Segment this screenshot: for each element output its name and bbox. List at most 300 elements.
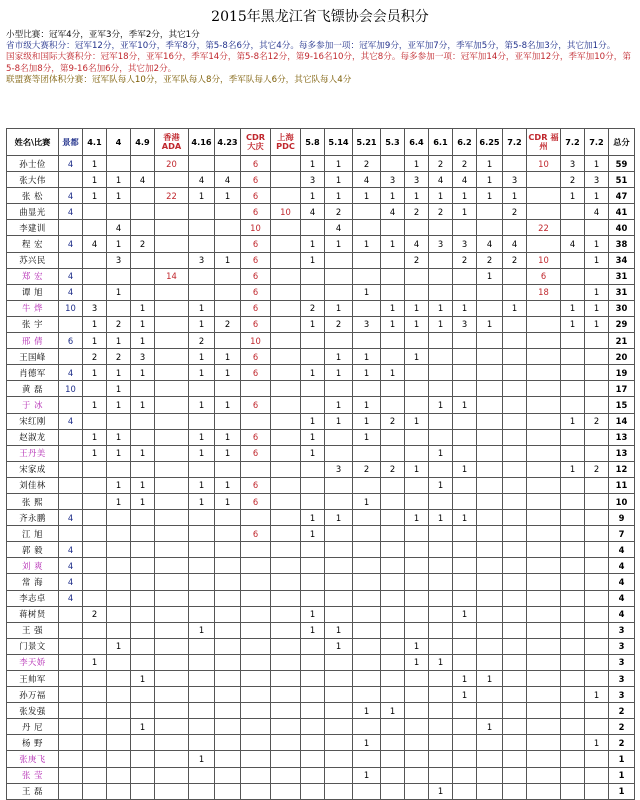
score-cell — [527, 316, 561, 332]
score-cell — [131, 558, 155, 574]
score-cell — [429, 558, 453, 574]
score-cell — [155, 381, 189, 397]
score-cell — [325, 284, 353, 300]
score-cell — [301, 333, 325, 349]
score-cell — [429, 574, 453, 590]
score-cell — [325, 735, 353, 751]
score-cell — [561, 510, 585, 526]
column-header: 4.16 — [189, 129, 215, 156]
member-name: 门景文 — [7, 638, 59, 654]
score-cell — [527, 429, 561, 445]
score-cell — [241, 574, 271, 590]
score-cell — [477, 767, 503, 783]
score-cell — [325, 558, 353, 574]
score-cell — [561, 220, 585, 236]
score-cell — [271, 365, 301, 381]
score-cell — [301, 477, 325, 493]
member-name: 丹 尼 — [7, 719, 59, 735]
score-cell: 2 — [585, 461, 609, 477]
score-cell — [527, 300, 561, 316]
score-cell — [381, 429, 405, 445]
score-cell — [131, 156, 155, 172]
score-cell — [325, 590, 353, 606]
score-cell: 6 — [527, 268, 561, 284]
score-cell — [189, 413, 215, 429]
score-cell — [405, 558, 429, 574]
score-cell: 1 — [325, 236, 353, 252]
score-cell: 4 — [453, 172, 477, 188]
score-cell: 1 — [107, 477, 131, 493]
score-cell — [271, 751, 301, 767]
score-cell — [585, 574, 609, 590]
score-cell — [353, 574, 381, 590]
score-cell — [271, 493, 301, 509]
score-cell — [301, 381, 325, 397]
score-cell — [83, 220, 107, 236]
member-name: 王丹美 — [7, 445, 59, 461]
score-cell — [353, 510, 381, 526]
score-cell — [215, 381, 241, 397]
score-cell: 6 — [241, 300, 271, 316]
member-name: 王国峰 — [7, 349, 59, 365]
score-cell — [107, 526, 131, 542]
score-cell — [429, 284, 453, 300]
score-cell — [381, 333, 405, 349]
score-cell — [325, 606, 353, 622]
score-cell — [527, 671, 561, 687]
column-header: 景都 — [59, 129, 83, 156]
score-cell — [59, 606, 83, 622]
score-cell: 6 — [241, 429, 271, 445]
score-cell: 4 — [325, 220, 353, 236]
table-row — [7, 220, 635, 236]
score-cell — [585, 767, 609, 783]
score-cell: 1 — [107, 381, 131, 397]
score-cell — [353, 783, 381, 799]
score-cell: 1 — [561, 188, 585, 204]
member-name: 孙士俭 — [7, 156, 59, 172]
score-cell — [301, 671, 325, 687]
score-cell: 1 — [453, 300, 477, 316]
score-cell — [503, 365, 527, 381]
score-cell — [585, 220, 609, 236]
score-cell — [405, 284, 429, 300]
score-cell: 1 — [189, 188, 215, 204]
score-cell — [271, 654, 301, 670]
score-cell — [155, 751, 189, 767]
score-cell — [301, 397, 325, 413]
score-cell — [527, 333, 561, 349]
score-cell — [453, 365, 477, 381]
total-score: 10 — [609, 493, 635, 509]
score-cell: 1 — [325, 188, 353, 204]
member-name: 牛 烨 — [7, 300, 59, 316]
score-cell — [561, 493, 585, 509]
score-cell: 1 — [131, 316, 155, 332]
score-cell — [131, 188, 155, 204]
score-cell — [527, 574, 561, 590]
score-cell — [271, 638, 301, 654]
score-cell — [271, 735, 301, 751]
score-cell: 1 — [325, 413, 353, 429]
score-cell — [453, 526, 477, 542]
score-cell — [155, 510, 189, 526]
score-cell — [561, 252, 585, 268]
score-cell — [405, 429, 429, 445]
score-cell: 1 — [561, 461, 585, 477]
member-name: 蒋树贤 — [7, 606, 59, 622]
total-score: 47 — [609, 188, 635, 204]
score-cell — [527, 381, 561, 397]
score-cell — [405, 220, 429, 236]
score-cell — [83, 558, 107, 574]
score-cell — [405, 477, 429, 493]
total-score: 3 — [609, 687, 635, 703]
score-cell — [381, 349, 405, 365]
score-cell — [561, 204, 585, 220]
score-cell — [83, 461, 107, 477]
score-cell: 1 — [353, 735, 381, 751]
score-cell — [585, 477, 609, 493]
score-cell — [271, 687, 301, 703]
score-cell — [405, 687, 429, 703]
score-cell — [353, 622, 381, 638]
score-cell: 1 — [301, 316, 325, 332]
score-cell — [189, 558, 215, 574]
score-cell — [527, 783, 561, 799]
total-score: 15 — [609, 397, 635, 413]
score-cell — [561, 638, 585, 654]
member-name: 宋家成 — [7, 461, 59, 477]
score-cell: 20 — [155, 156, 189, 172]
score-cell — [241, 735, 271, 751]
total-score: 3 — [609, 654, 635, 670]
score-cell — [503, 751, 527, 767]
score-cell: 6 — [241, 316, 271, 332]
score-cell — [59, 671, 83, 687]
score-cell — [503, 381, 527, 397]
score-cell: 1 — [429, 510, 453, 526]
score-cell: 3 — [325, 461, 353, 477]
score-cell — [527, 606, 561, 622]
score-cell — [453, 477, 477, 493]
score-cell: 1 — [189, 365, 215, 381]
score-cell — [155, 172, 189, 188]
score-cell: 1 — [325, 638, 353, 654]
score-cell — [301, 574, 325, 590]
score-cell — [503, 316, 527, 332]
total-score: 2 — [609, 719, 635, 735]
score-cell: 1 — [189, 316, 215, 332]
score-cell — [215, 204, 241, 220]
score-cell — [527, 590, 561, 606]
score-cell: 1 — [107, 397, 131, 413]
score-cell — [59, 252, 83, 268]
score-cell — [83, 413, 107, 429]
score-cell — [405, 767, 429, 783]
score-cell — [189, 590, 215, 606]
column-header: 5.8 — [301, 129, 325, 156]
score-cell — [527, 558, 561, 574]
score-cell: 1 — [83, 188, 107, 204]
score-cell — [131, 381, 155, 397]
score-cell — [155, 719, 189, 735]
score-cell: 4 — [59, 510, 83, 526]
score-cell: 6 — [241, 365, 271, 381]
score-cell — [131, 687, 155, 703]
member-name: 宋红刚 — [7, 413, 59, 429]
score-cell: 4 — [477, 236, 503, 252]
score-cell: 1 — [189, 429, 215, 445]
score-cell — [503, 156, 527, 172]
score-cell — [107, 783, 131, 799]
score-cell: 1 — [353, 365, 381, 381]
score-cell — [301, 751, 325, 767]
score-cell — [561, 397, 585, 413]
column-header: 姓名\比赛 — [7, 129, 59, 156]
score-cell — [527, 510, 561, 526]
score-cell — [353, 333, 381, 349]
score-cell: 1 — [189, 493, 215, 509]
score-cell: 1 — [83, 445, 107, 461]
score-cell — [83, 735, 107, 751]
score-cell: 1 — [405, 156, 429, 172]
score-cell — [561, 606, 585, 622]
table-row — [7, 268, 635, 284]
score-cell — [215, 461, 241, 477]
score-cell: 6 — [241, 445, 271, 461]
score-cell — [325, 574, 353, 590]
score-cell — [561, 268, 585, 284]
score-cell — [271, 574, 301, 590]
score-cell: 3 — [301, 172, 325, 188]
score-cell — [527, 526, 561, 542]
score-cell — [429, 526, 453, 542]
score-cell — [381, 477, 405, 493]
score-cell — [503, 638, 527, 654]
score-cell — [215, 156, 241, 172]
score-cell — [381, 783, 405, 799]
header-row — [7, 129, 635, 156]
score-cell — [155, 574, 189, 590]
score-cell — [429, 590, 453, 606]
score-cell — [107, 156, 131, 172]
score-cell — [241, 381, 271, 397]
score-cell: 1 — [429, 783, 453, 799]
score-cell — [83, 687, 107, 703]
score-cell — [527, 365, 561, 381]
table-row — [7, 719, 635, 735]
score-cell — [241, 671, 271, 687]
column-header: 5.21 — [353, 129, 381, 156]
score-cell: 1 — [353, 413, 381, 429]
score-cell: 6 — [241, 156, 271, 172]
score-cell — [503, 574, 527, 590]
score-cell — [453, 381, 477, 397]
score-cell — [107, 413, 131, 429]
score-cell: 1 — [83, 316, 107, 332]
score-cell — [429, 638, 453, 654]
score-cell — [527, 349, 561, 365]
score-cell: 2 — [561, 172, 585, 188]
score-cell — [503, 333, 527, 349]
score-cell — [155, 590, 189, 606]
score-cell — [561, 590, 585, 606]
score-cell — [503, 590, 527, 606]
score-cell: 1 — [107, 188, 131, 204]
member-name: 赵淑龙 — [7, 429, 59, 445]
column-header: 5.3 — [381, 129, 405, 156]
score-cell: 3 — [453, 316, 477, 332]
score-cell: 1 — [215, 349, 241, 365]
score-cell: 1 — [189, 445, 215, 461]
rule-team-events: 联盟赛等团体积分赛：冠军队每人10分，亚军队每人8分，季军队每人6分，其它队每人4分 — [6, 74, 352, 85]
score-cell — [561, 622, 585, 638]
member-name: 肖德军 — [7, 365, 59, 381]
score-cell: 1 — [585, 316, 609, 332]
score-cell — [155, 316, 189, 332]
score-cell: 2 — [131, 236, 155, 252]
score-cell: 1 — [429, 188, 453, 204]
score-cell — [107, 654, 131, 670]
score-cell — [59, 687, 83, 703]
score-cell — [561, 719, 585, 735]
score-cell — [453, 413, 477, 429]
score-cell — [301, 767, 325, 783]
score-cell: 1 — [215, 493, 241, 509]
score-cell — [325, 719, 353, 735]
score-cell — [59, 349, 83, 365]
score-cell — [453, 590, 477, 606]
score-cell — [155, 671, 189, 687]
score-cell: 1 — [405, 413, 429, 429]
member-name: 王 强 — [7, 622, 59, 638]
score-cell: 4 — [59, 413, 83, 429]
score-cell — [353, 445, 381, 461]
score-cell — [215, 558, 241, 574]
member-name: 于 冰 — [7, 397, 59, 413]
score-cell — [381, 638, 405, 654]
score-cell — [271, 477, 301, 493]
score-cell — [477, 220, 503, 236]
score-cell — [527, 204, 561, 220]
score-cell — [477, 365, 503, 381]
score-cell — [131, 638, 155, 654]
score-cell — [477, 300, 503, 316]
score-cell — [189, 156, 215, 172]
score-cell: 6 — [241, 526, 271, 542]
score-cell — [381, 767, 405, 783]
score-cell — [503, 542, 527, 558]
score-cell — [325, 526, 353, 542]
score-cell — [325, 542, 353, 558]
score-cell — [561, 654, 585, 670]
score-cell: 1 — [131, 445, 155, 461]
score-cell — [215, 333, 241, 349]
score-cell — [325, 751, 353, 767]
score-cell — [325, 477, 353, 493]
total-score: 3 — [609, 671, 635, 687]
score-cell: 6 — [241, 284, 271, 300]
score-cell: 10 — [241, 220, 271, 236]
score-cell — [405, 381, 429, 397]
score-cell: 2 — [107, 349, 131, 365]
score-cell — [215, 606, 241, 622]
score-cell: 1 — [107, 284, 131, 300]
member-name: 张大伟 — [7, 172, 59, 188]
score-cell — [453, 284, 477, 300]
score-cell: 1 — [561, 413, 585, 429]
score-cell — [83, 574, 107, 590]
score-cell — [405, 671, 429, 687]
score-cell — [353, 542, 381, 558]
score-cell: 1 — [325, 622, 353, 638]
score-cell — [155, 654, 189, 670]
score-cell — [271, 719, 301, 735]
score-cell — [585, 638, 609, 654]
column-header: 6.2 — [453, 129, 477, 156]
score-cell — [381, 493, 405, 509]
score-cell: 4 — [301, 204, 325, 220]
score-cell — [405, 365, 429, 381]
member-name: 黄 磊 — [7, 381, 59, 397]
score-cell — [107, 590, 131, 606]
score-cell — [585, 526, 609, 542]
score-cell: 1 — [301, 413, 325, 429]
score-cell — [585, 365, 609, 381]
score-cell: 1 — [325, 510, 353, 526]
column-header: 上海 PDC — [271, 129, 301, 156]
table-row — [7, 429, 635, 445]
column-header: CDR 大庆 — [241, 129, 271, 156]
score-cell: 1 — [353, 703, 381, 719]
score-cell: 1 — [585, 284, 609, 300]
score-cell — [527, 703, 561, 719]
score-cell — [561, 477, 585, 493]
total-score: 3 — [609, 622, 635, 638]
score-cell — [503, 558, 527, 574]
total-score: 1 — [609, 767, 635, 783]
score-cell — [561, 429, 585, 445]
column-header: 香港 ADA — [155, 129, 189, 156]
score-cell: 1 — [585, 687, 609, 703]
score-cell — [301, 268, 325, 284]
score-cell — [477, 204, 503, 220]
score-cell — [477, 333, 503, 349]
score-cell — [405, 333, 429, 349]
score-cell — [405, 268, 429, 284]
score-cell: 2 — [381, 461, 405, 477]
score-cell: 1 — [301, 445, 325, 461]
score-cell — [189, 654, 215, 670]
score-cell — [83, 542, 107, 558]
score-cell: 1 — [189, 477, 215, 493]
score-cell: 4 — [83, 236, 107, 252]
score-cell — [353, 751, 381, 767]
score-cell — [353, 300, 381, 316]
score-cell — [405, 751, 429, 767]
score-cell: 1 — [405, 461, 429, 477]
score-cell — [325, 671, 353, 687]
score-cell — [59, 172, 83, 188]
score-cell: 1 — [585, 156, 609, 172]
score-cell — [503, 220, 527, 236]
score-cell — [107, 510, 131, 526]
score-cell: 1 — [107, 365, 131, 381]
score-cell — [107, 767, 131, 783]
score-cell — [405, 445, 429, 461]
score-cell: 3 — [429, 236, 453, 252]
